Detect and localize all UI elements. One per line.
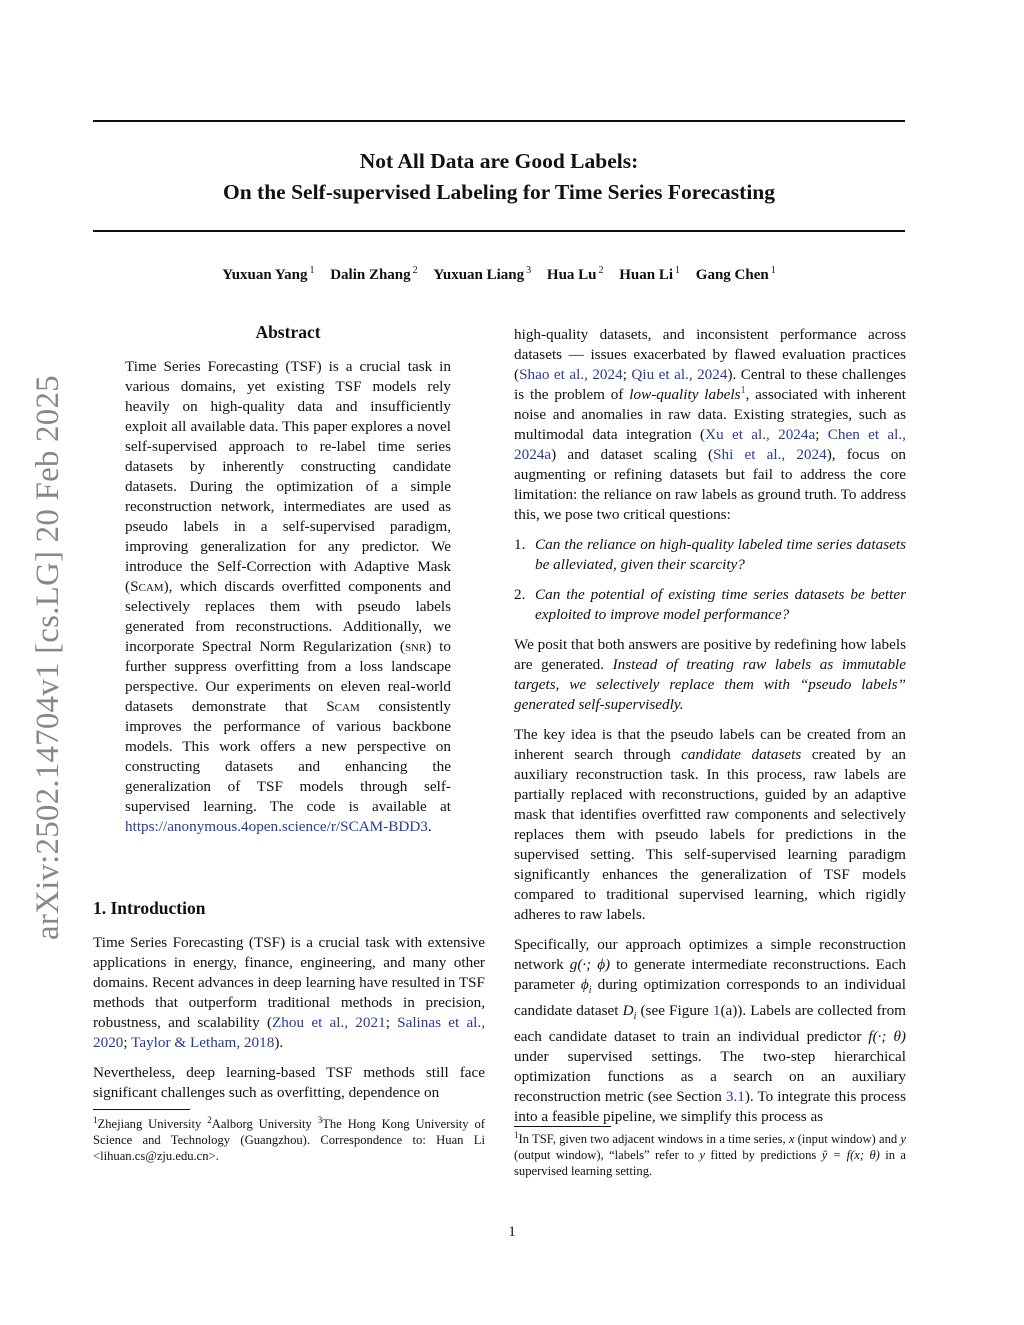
citation-link[interactable]: Xu et al., 2024a <box>705 426 816 443</box>
paper-title <box>93 146 905 208</box>
question-item: 1. Can the reliance on high-quality labeled time series datasets be alleviated, given their scarcity? <box>514 536 906 573</box>
footnote-ref[interactable]: 1 <box>740 384 746 396</box>
section-link[interactable]: 3.1 <box>725 1088 745 1106</box>
citation-link[interactable]: Zhou et al., 2021 <box>272 1014 386 1031</box>
title-bottom-rule <box>93 230 905 232</box>
author: Hua Lu $^2$ <box>546 265 604 283</box>
citation-link[interactable]: Salinas et al., 2020 <box>93 1014 485 1051</box>
author: Yuxuan Yang $^1$ <box>222 265 315 283</box>
author-list <box>93 267 905 284</box>
page-number: 1 <box>508 1224 516 1240</box>
right-paragraph-2: We posit that both answers are positive by redefining how labels are generated. Instead of treating raw labels as immutable targets, we selectively replace them with “pseudo labels” generated self-supervisedly. <box>514 636 906 713</box>
left-column-intro <box>93 933 485 1103</box>
author: Gang Chen $^1$ <box>695 265 776 283</box>
affiliation-footnote: $^1$Zhejiang University $^2$Aalborg University $^3$The Hong Kong University of Science and Technology (Guangzhou). Correspondence to: Huan Li <lihuan.cs@zju.edu.cn>. <box>93 1114 485 1163</box>
question-item: 2. Can the potential of existing time series datasets be better exploited to improve model performance? <box>514 586 906 623</box>
title-line-1: Not All Data are Good Labels: <box>359 149 639 173</box>
intro-paragraph-1: Time Series Forecasting (TSF) is a crucial task with extensive applications in energy, finance, engineering, and many other domains. Recent advances in deep learning have resulted in TSF methods that outperform traditional methods in precision, robustness, and scalability (Zhou et al., 2021; Salinas et al., 2020; Taylor & Letham, 2018). <box>93 934 485 1051</box>
footnote-rule-right <box>514 1126 611 1127</box>
right-paragraph-3: The key idea is that the pseudo labels can be created from an inherent search through candidate datasets created by an auxiliary reconstruction task. In this process, raw labels are partially replaced with reconstructions, guided by an adaptive mask that identifies overfitted raw components and selectively replaces them with pseudo labels for predictions in the supervised setting. This self-supervised learning paradigm significantly enhances the generalization of TSF models compared to traditional supervised learning, which rigidly adheres to raw labels. <box>514 726 906 923</box>
title-line-2: On the Self-supervised Labeling for Time Series Forecasting <box>222 180 776 204</box>
citation-link[interactable]: Qiu et al., 2024 <box>631 366 728 383</box>
abstract-body: Time Series Forecasting (TSF) is a crucial task in various domains, yet existing TSF models rely heavily on high-quality data and insufficiently exploit all available data. This paper explores a novel self-supervised approach to re-label time series datasets by inherently constructing candidate datasets. During the optimization of a simple reconstruction network, intermediates are used as pseudo labels in a self-supervised paradigm, improving generalization for any predictor. We introduce the Self-Correction with Adaptive Mask (Scam), which discards overfitted components and selectively replaces them with pseudo labels generated from reconstructions. Additionally, we incorporate Spectral Norm Regularization (snr) to further suppress overfitting from a loss landscape perspective. Our experiments on eleven real-world datasets demonstrate that Scam consistently improves the performance of various backbone models. This work offers a new perspective on constructing datasets and enhancing the generalization of TSF models through self-supervised learning. The code is available at https://anonymous.4open.science/r/SCAM-BDD3. <box>125 358 452 835</box>
right-column <box>514 325 906 1127</box>
right-paragraph-4: Specifically, our approach optimizes a simple reconstruction network g(·; ϕ) to generate intermediate reconstructions. Each parameter $\phi_i$ during optimization corresponds to an individual candidate dataset $D_i$ (see Figure 1(a)). Labels are collected from each candidate dataset to train an individual predictor f(·; θ) under supervised settings. The two-step hierarchical optimization functions as a search on an auxiliary reconstruction metric (see Section 3.1). To integrate this process into a feasible pipeline, we simplify this process as <box>514 936 906 1126</box>
author: Dalin Zhang $^2$ <box>330 265 418 283</box>
author: Huan Li $^1$ <box>619 265 681 283</box>
right-paragraph-1: high-quality datasets, and inconsistent performance across datasets — issues exacerbated by flawed evaluation practices (Shao et al., 2024; Qiu et al., 2024). Central to these challenges is the problem of low-quality labels$^1$, associated with inherent noise and anomalies in raw data. Existing strategies, such as multimodal data integration (Xu et al., 2024a; Chen et al., 2024a) and dataset scaling (Shi et al., 2024), focus on augmenting or refining datasets but fail to address the core limitation: the reliance on raw labels as ground truth. To address this, we pose two critical questions: <box>514 326 907 523</box>
citation-link[interactable]: Taylor & Letham, 2018 <box>131 1034 275 1051</box>
intro-heading: 1. Introduction <box>93 898 206 918</box>
citation-link[interactable]: Shao et al., 2024 <box>519 366 623 383</box>
code-link[interactable]: https://anonymous.4open.science/r/SCAM-BDD3 <box>125 818 428 835</box>
figure-link[interactable]: 1 <box>712 1002 721 1020</box>
citation-link[interactable]: Shi et al., 2024 <box>713 446 827 463</box>
top-rule <box>93 120 905 122</box>
footnote-rule-left <box>93 1109 190 1110</box>
abstract-heading: Abstract <box>255 322 321 342</box>
intro-paragraph-2: Nevertheless, deep learning-based TSF methods still face significant challenges such as overfitting, dependence on <box>93 1064 485 1101</box>
author: Yuxuan Liang $^3$ <box>433 265 532 283</box>
question-list <box>514 535 906 625</box>
citation-link[interactable]: Chen et al., 2024a <box>514 426 906 463</box>
arxiv-watermark: arXiv:2502.14704v1 [cs.LG] 20 Feb 2025 <box>30 375 66 940</box>
label-footnote: $^1$In TSF, given two adjacent windows in a time series, x (input window) and y (output window), “labels” refer to y fitted by predictions ŷ = f(x; θ) in a supervised learning setting. <box>514 1129 907 1178</box>
